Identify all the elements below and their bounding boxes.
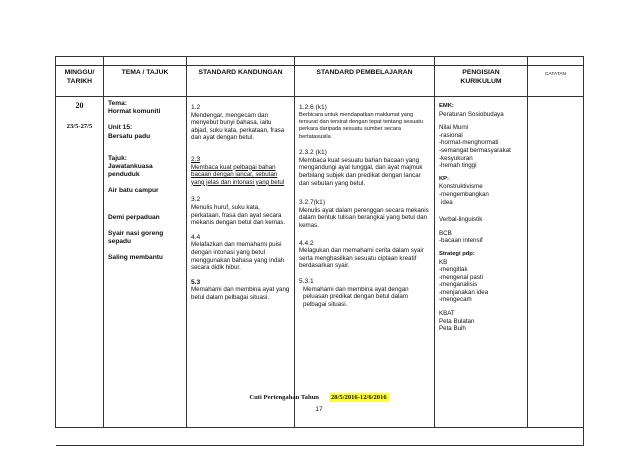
footer-cell [56, 428, 584, 446]
sp-text: Membaca kuat sesuatu bahan bacaan yang mengandungi ayat tunggal, dan ayat majmuk berbilang subjek dan predikat dengan lancar dan sebutan yang betul. [299, 156, 423, 187]
sk-code: 5.3 [191, 278, 201, 286]
sk-text: Melafazkan dan memahami puisi dengan intonasi yang betul menggunakan bahasa yang indah secara didik hibur. [191, 241, 285, 272]
strategi-line: -menganalisis [439, 281, 478, 289]
topic-syair-nasi-goreng: Syair nasi goreng sepadu [108, 229, 164, 246]
sk-code: 3.2 [191, 196, 201, 204]
kp-extra-line: -bacaan intensif [439, 237, 483, 245]
week-number: 20 [75, 101, 84, 110]
sp-item [299, 149, 430, 187]
header-standard-kandungan [187, 66, 295, 97]
sp-text: Melagukan dan memahami cerita dalam syair serta menghasilkan sesuatu ciptaan kreatif berdasarkan syair. [299, 247, 424, 270]
sp-text: Menulis ayat dalam perenggan secara mekanis dalam bentuk tulisan berangkai yang betul dan kemas. [299, 206, 429, 229]
sk-code: 2.3 [191, 155, 201, 163]
sp-text: Berbicara untuk mendapatkan maklumat yang tersurat dan tersirat dengan tepat tentang sesuatu perkara daripada sesuatu sumber secara bertatasusila [299, 111, 424, 140]
emk-line: -kesyukuran [439, 154, 473, 162]
catatan-cell [528, 97, 584, 428]
sp-item [299, 278, 430, 308]
unit-label: Unit 15: [108, 124, 133, 132]
header-catatan [528, 66, 584, 97]
standard-pembelajaran-cell [295, 97, 435, 428]
emk-line: -hormat-menghormati [439, 139, 499, 147]
header-minggu-text: MINGGU/ TARIKH [64, 69, 95, 85]
strategi-line: -menjanakan idea [439, 288, 489, 296]
sk-item [191, 196, 290, 226]
kbat-line: Peta Buih [439, 325, 466, 333]
header-sp-text: STANDARD PEMBELAJARAN [316, 69, 413, 76]
kp-extra-section [439, 216, 523, 245]
header-tema [104, 66, 187, 97]
sk-text: Membaca kuat pelbagai bahan bacaan dengan lancar, sebutan yang jelas dan intonasi yang betul [191, 163, 285, 186]
sk-text: Mendengar, mengecam dan menyebut bunyi bahasa, iaitu abjad, suku kata, perkataan, frasa dan ayat dengan betul. [191, 111, 285, 142]
strategi-line: KB [439, 258, 448, 266]
strategi-line: -mengecam [439, 296, 472, 304]
kbat-line: Peta Bulatan [439, 317, 475, 325]
tema-cell [104, 97, 187, 428]
kp-line: idea [441, 198, 453, 206]
emk-label: EMK: [439, 103, 454, 109]
header-minggu [56, 66, 104, 97]
sk-item [191, 279, 290, 302]
pengisian-cell [435, 97, 528, 428]
lesson-plan-table [55, 56, 584, 446]
week-row [56, 97, 584, 428]
page-number: 17 [315, 406, 323, 413]
emk-line: -semangat bermasyarakat [439, 146, 511, 154]
cuti-label: Cuti Pertengahan Tahun [249, 394, 319, 401]
sp-code: 3.2.7(k1) [299, 199, 326, 207]
sp-code: 5.3.1 [299, 277, 314, 285]
sk-text: Memahami dan membina ayat yang betul dalam pelbagai situasi. [191, 286, 290, 301]
cuti-banner [55, 389, 583, 407]
emk-line: -hemah tinggi [439, 162, 477, 170]
sp-code: 1.2.6 (k1) [299, 104, 327, 111]
spacer-row [56, 57, 584, 66]
sp-item [299, 104, 430, 141]
kp-line: -mengembangkan [439, 190, 489, 198]
topic-air-batu-campur: Air batu campur [108, 187, 159, 195]
topic-saling-membantu: Saling membantu [108, 254, 163, 262]
cuti-dates: 28/5/2016-12/6/2016 [330, 394, 387, 401]
strategi-label: Strategi pdp: [439, 250, 475, 257]
sk-code: 1.2 [191, 104, 201, 111]
emk-section [439, 103, 523, 170]
standard-kandungan-cell [187, 97, 295, 428]
strategi-line: -mengitlak [439, 266, 468, 274]
sk-item [191, 234, 290, 272]
sk-item [191, 156, 290, 186]
kbat-section [439, 310, 523, 333]
sp-text: Memahami dan membina ayat dengan peluasan predikat dengan betul dalam pelbagai situasi. [303, 285, 409, 308]
header-standard-pembelajaran [295, 66, 435, 97]
kp-extra-line: BCB [439, 229, 452, 237]
kp-label: KP: [439, 175, 449, 182]
strategi-line: -mengenal pasti [439, 273, 484, 281]
strategi-section [439, 251, 523, 304]
header-row [56, 66, 584, 97]
tema-value: Hormat komuniti [108, 108, 161, 116]
sp-code: 2.3.2 (k1) [299, 149, 327, 157]
footer-row [56, 428, 584, 446]
emk-line: Nilai Murni [439, 124, 469, 132]
sp-item [299, 199, 430, 229]
sk-item [191, 104, 290, 142]
header-tema-text: TEMA / TAJUK [121, 69, 169, 76]
emk-line: Peraturan Sosiobudaya [439, 110, 504, 118]
minggu-cell [56, 97, 104, 428]
kp-extra-line: Verbal-linguistik [439, 216, 483, 224]
tajuk-value: Jawatankuasa penduduk [108, 163, 153, 179]
topic-demi-perpaduan: Demi perpaduan [108, 213, 160, 221]
sk-code: 4.4 [191, 233, 201, 241]
tema-label: Tema: [108, 100, 127, 107]
emk-line: -rasional [439, 131, 463, 139]
tajuk-label: Tajuk: [108, 154, 127, 162]
header-catatan-text: CATATAN [545, 72, 566, 77]
week-dates: 23/5-27/5 [66, 122, 93, 130]
kp-line: Konstruktivisme [439, 183, 483, 191]
sp-code: 4.4.2 [299, 239, 314, 247]
header-pengisian [435, 66, 528, 97]
kp-section [439, 176, 523, 206]
kbat-line: KBAT [439, 310, 455, 318]
unit-value: Bersatu padu [108, 132, 151, 140]
header-pengisian-text: PENGISIAN KURIKULUM [460, 69, 502, 85]
sk-text: Menulis huruf, suku kata, perkataan, frasa dan ayat secara mekanis dengan betul dan kemas. [191, 203, 286, 227]
sp-item [299, 240, 430, 270]
header-sk-text: STANDARD KANDUNGAN [198, 69, 283, 76]
